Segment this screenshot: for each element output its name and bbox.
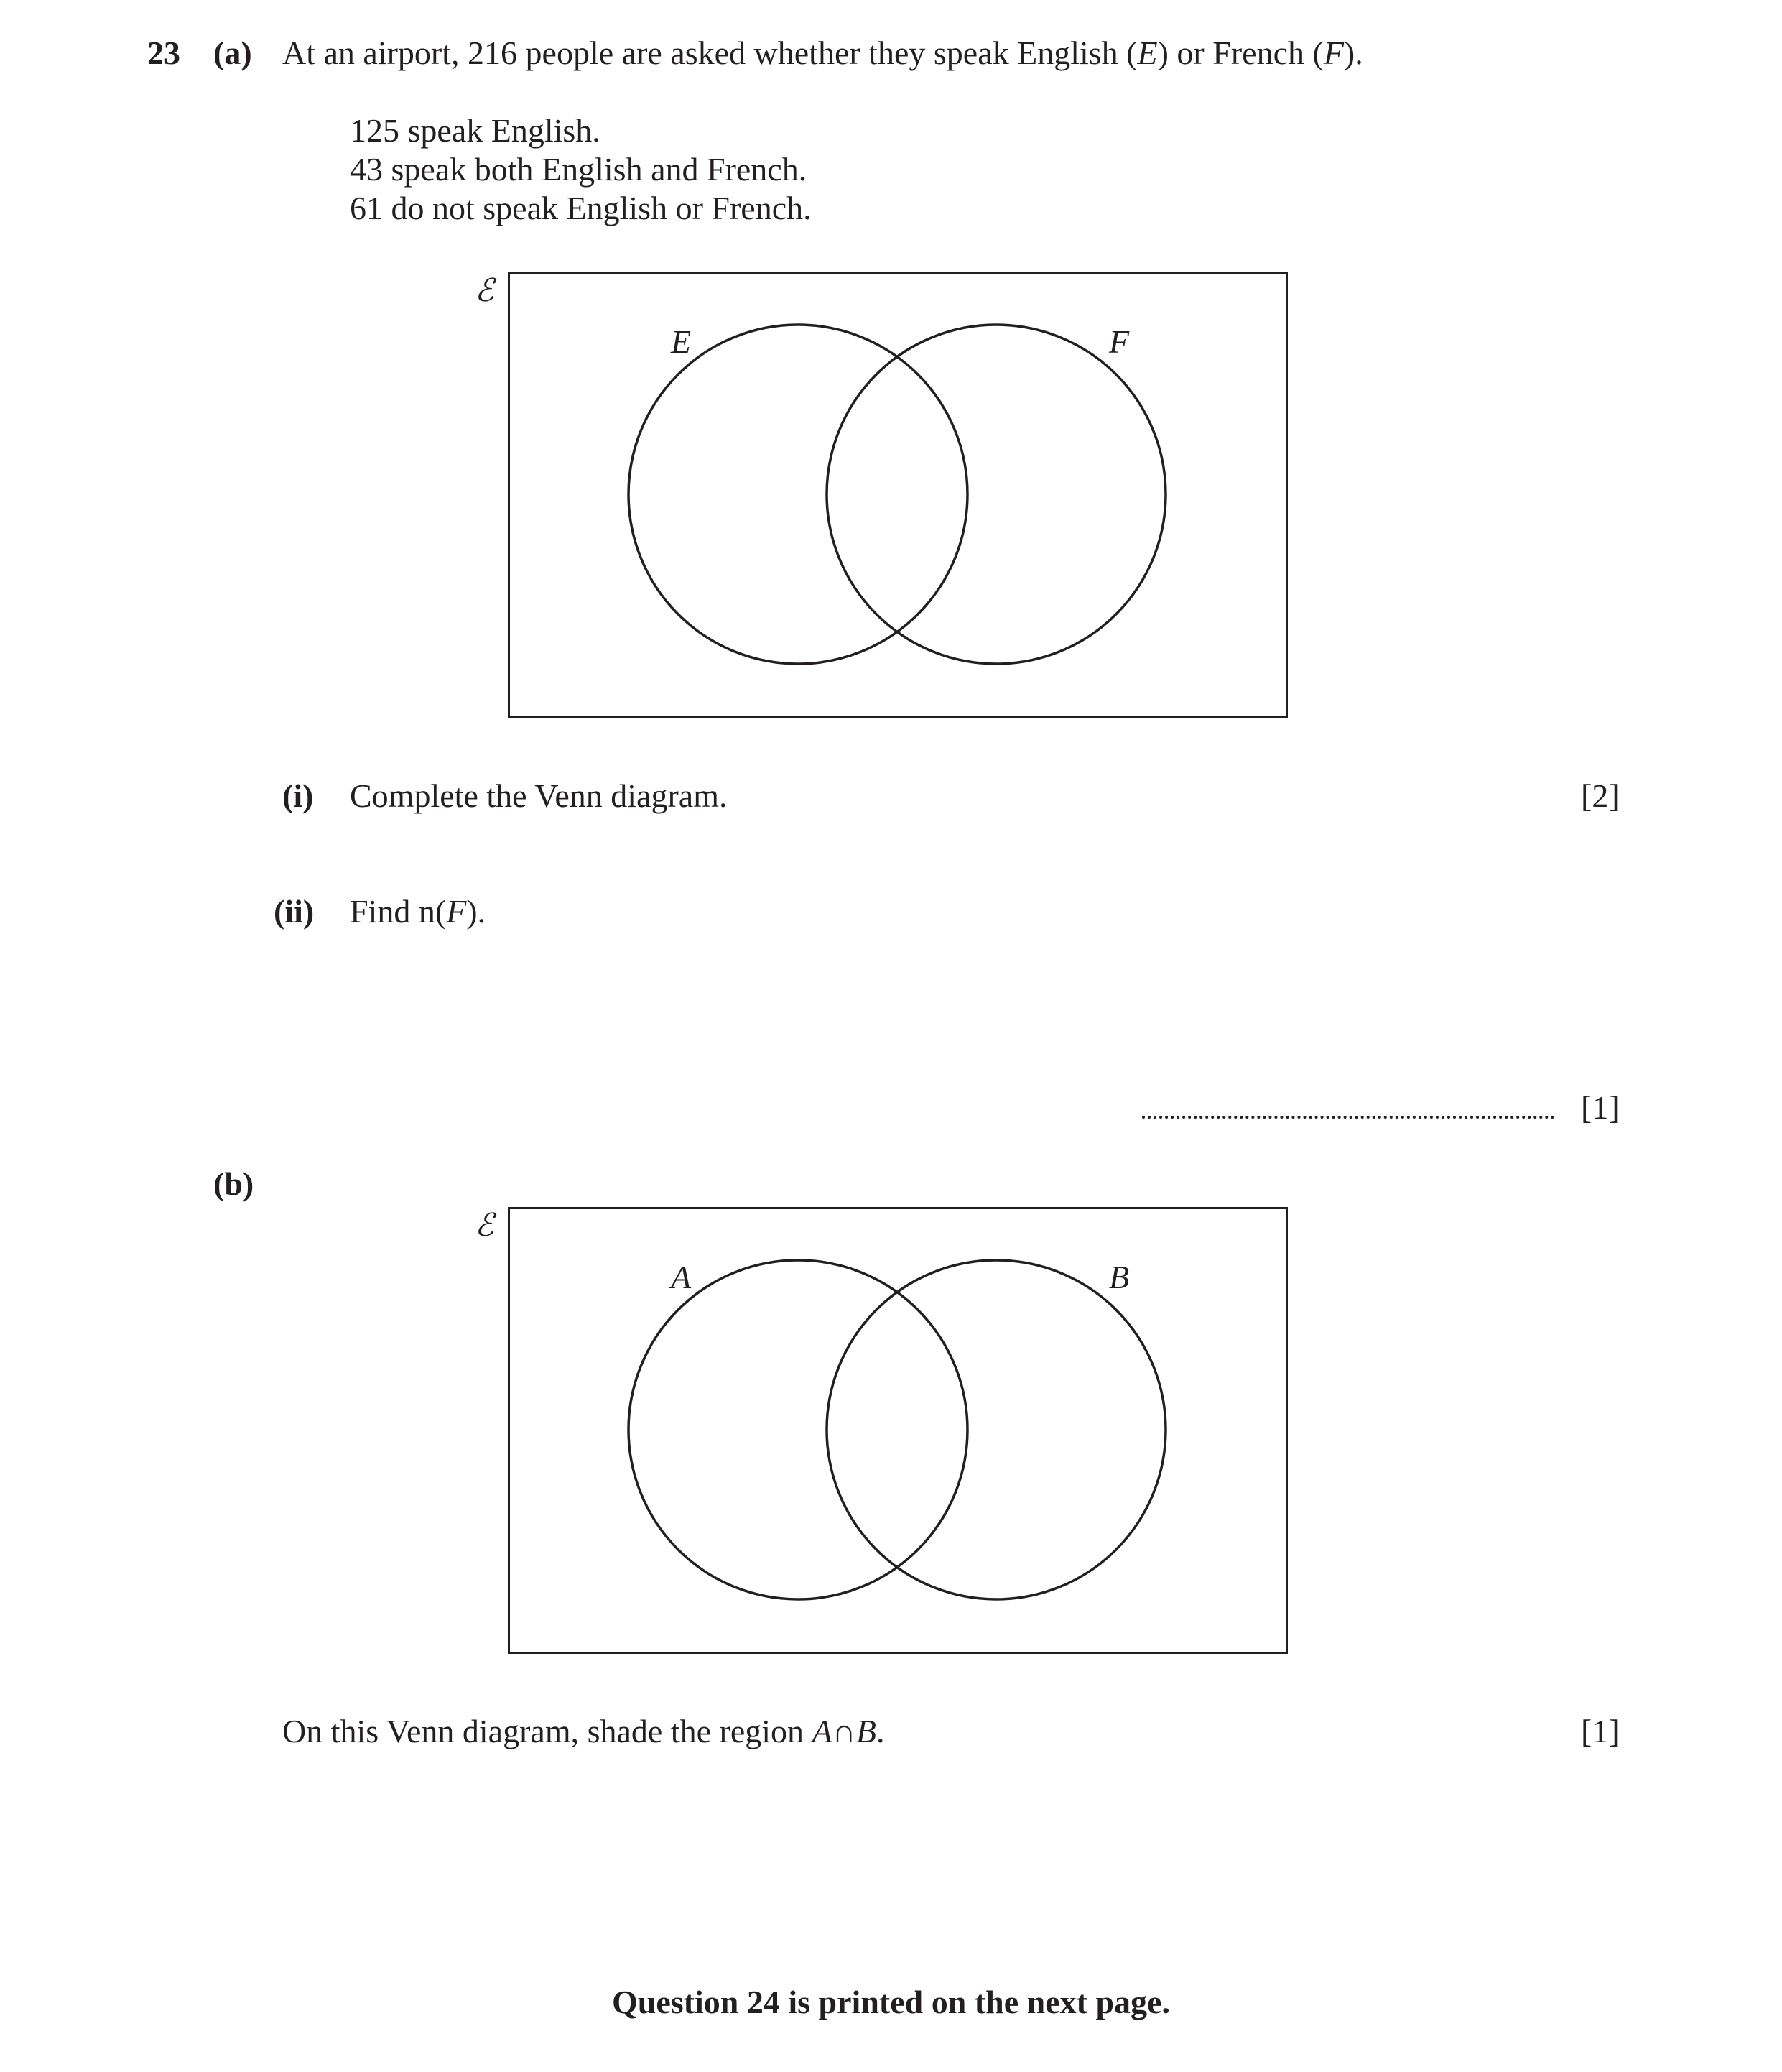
given-facts bbox=[350, 111, 812, 228]
venn-circles-b bbox=[625, 1259, 1171, 1604]
part-a-label: (a) bbox=[213, 34, 252, 71]
marks-i: [2] bbox=[1581, 777, 1620, 814]
part-a-intro: At an airport, 216 people are asked whether they speak English (E) or French (F). bbox=[282, 34, 1363, 71]
set-label-f: F bbox=[1109, 323, 1130, 360]
circle-b bbox=[827, 1260, 1166, 1599]
sub-i-text: Complete the Venn diagram. bbox=[350, 777, 728, 814]
circle-f bbox=[827, 325, 1166, 664]
circle-e bbox=[628, 325, 967, 664]
sub-i-label: (i) bbox=[282, 777, 314, 814]
question-number: 23 bbox=[147, 34, 180, 71]
circle-a bbox=[628, 1260, 967, 1599]
marks-ii: [1] bbox=[1581, 1089, 1620, 1126]
answer-line-ii[interactable] bbox=[1142, 1116, 1554, 1119]
venn-circles-a bbox=[625, 323, 1171, 668]
sub-ii-text: Find n(F). bbox=[350, 893, 486, 930]
set-label-e: E bbox=[671, 323, 692, 360]
sub-ii-label: (ii) bbox=[274, 893, 315, 930]
universal-set-symbol: ℰ bbox=[475, 272, 494, 309]
part-b-label: (b) bbox=[213, 1165, 254, 1202]
set-label-b: B bbox=[1109, 1259, 1130, 1295]
given-fact: 61 do not speak English or French. bbox=[350, 190, 812, 226]
given-fact: 43 speak both English and French. bbox=[350, 151, 807, 188]
given-fact: 125 speak English. bbox=[350, 112, 600, 149]
part-b-instruction: On this Venn diagram, shade the region A∩B. bbox=[282, 1713, 885, 1749]
footer-note: Question 24 is printed on the next page. bbox=[612, 1984, 1170, 2020]
set-label-a: A bbox=[671, 1259, 692, 1295]
universal-set-symbol: ℰ bbox=[475, 1207, 494, 1244]
marks-b: [1] bbox=[1581, 1713, 1620, 1749]
